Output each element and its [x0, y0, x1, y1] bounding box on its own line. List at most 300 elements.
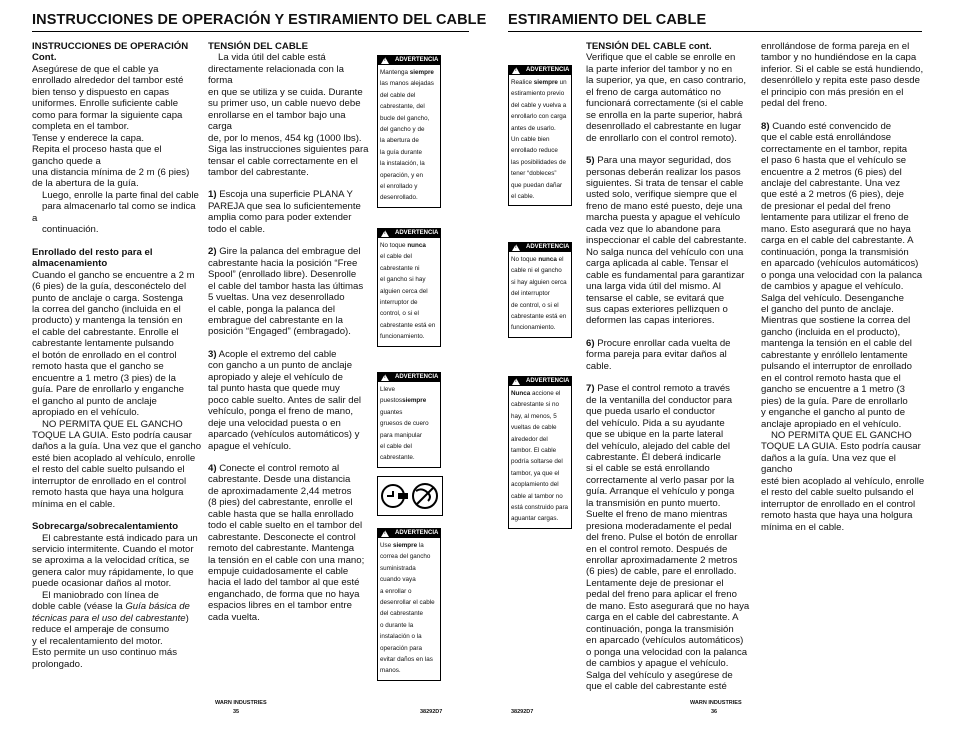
warning-triangle-icon — [381, 530, 389, 537]
warning-line — [380, 620, 438, 631]
warning-label: ADVERTENCIA — [526, 378, 570, 384]
text-line: en aparcado (vehículos automáticos) — [586, 635, 744, 647]
warning-triangle-icon — [381, 230, 389, 237]
warning-line — [511, 513, 569, 524]
warning-line — [511, 88, 569, 99]
step-first-line — [208, 349, 370, 360]
text-line: tensarse el cable, se evitará que — [586, 292, 725, 304]
step-5 — [586, 155, 752, 327]
text-line: cabrestante y enróllelo lentamente — [761, 349, 908, 361]
text-line: esté bien acoplado al vehículo, enrolle — [761, 475, 925, 487]
warning-text: el cable del — [380, 253, 412, 261]
warning-text: el cable. — [511, 193, 535, 201]
warning-line — [380, 192, 438, 203]
text-line: el resto del cable suelto pulsando el — [761, 487, 914, 499]
warning-line — [511, 145, 569, 156]
text-line: tambor y no hundiéndose en la capa — [761, 52, 917, 64]
step-number: 3) — [208, 348, 217, 360]
text-line: freno de mano esté puesto, deje una — [586, 200, 743, 212]
text-line: personas deberán realizar los pasos — [586, 166, 741, 178]
footer-right-code: 38292D7 — [511, 709, 534, 715]
warning-text: No toque — [380, 242, 408, 249]
text-line: de, por lo menos, 454 kg (1000 lbs). — [208, 132, 362, 144]
text-line: encuentre a 1 metro (3 pies) de la — [32, 372, 176, 384]
text-line: enrollarse en el tambor bajo una carga — [208, 109, 346, 133]
text-line: completa en el tambor. — [32, 121, 130, 133]
warning-box-strap — [377, 528, 441, 681]
warning-triangle-icon — [512, 244, 520, 251]
warning-box-no-touch — [377, 228, 441, 347]
text-line: Asegúrese de que el cable ya — [32, 63, 159, 75]
warning-line — [380, 430, 438, 441]
text-line: en que se utiliza y se cuida. Durante — [208, 86, 363, 98]
text-line: forma pareja para evitar daños al — [586, 349, 727, 361]
text-line: desenrollado el cabrestante en lugar — [586, 121, 742, 133]
text-line: de presionar el pedal del freno — [761, 200, 891, 212]
footer-left-code: 38292D7 — [420, 709, 443, 715]
text-line: mano. Esto asegurará que no haya — [761, 223, 911, 235]
warning-text: Realice — [511, 79, 534, 86]
column-final-steps — [761, 41, 927, 533]
step-first-line — [208, 189, 370, 200]
warning-label: ADVERTENCIA — [526, 67, 570, 73]
text-line: pedal del freno para aplicar el freno — [586, 589, 737, 601]
column-tension-cont — [586, 41, 752, 692]
warning-line — [380, 586, 438, 597]
step-text: Acople el extremo del cable — [216, 348, 337, 360]
text-line: de la abertura de la guía. — [32, 178, 139, 190]
text-line: de la ventanilla del conductor para — [586, 394, 733, 406]
text-line: mínima en el cable. — [32, 498, 116, 510]
text-line: (6 pies) de cable, pare el enrollado. — [586, 566, 737, 578]
warning-line — [511, 111, 569, 122]
text-line: enrollado alrededor del tambor esté — [32, 75, 184, 87]
warning-box-five-wraps — [508, 376, 572, 529]
text-line: Verifique que el cable se enrolle en — [586, 52, 736, 64]
text-line: que el cable del cabrestante esté — [586, 681, 727, 693]
text-line: enganchado, de forma que no haya — [208, 588, 360, 600]
text-line: y enganche el gancho al punto de — [761, 407, 906, 419]
text-line: pulsando el interruptor de enrollado — [761, 361, 912, 373]
warning-text: tambor. El cable — [511, 447, 557, 455]
text-line: cabrestante. Él deberá indicarle — [586, 451, 721, 463]
text-line: La vida útil del cable está — [218, 52, 326, 64]
text-line: apropiado y aleje el vehículo de — [208, 371, 343, 383]
warning-text: cabrestante está en — [511, 313, 567, 321]
warning-text: del cable y vuelva a — [511, 101, 567, 109]
warning-line — [380, 240, 438, 251]
warning-label: ADVERTENCIA — [395, 57, 439, 63]
warning-text: un — [557, 79, 567, 86]
warning-line — [380, 297, 438, 308]
paragraph-verify — [586, 52, 752, 144]
text-line: del vehículo. Pida a su ayudante — [586, 417, 725, 429]
warning-line — [380, 418, 438, 429]
warning-text: cable ni el gancho — [511, 267, 562, 275]
warning-text: correa del gancho — [380, 553, 431, 561]
text-line: encuentre a 2 metros (6 pies) del — [761, 166, 902, 178]
text-line: el gancho del punto de anclaje. — [761, 303, 894, 315]
text-line: se aproxima a la velocidad crítica, se — [32, 555, 190, 567]
guide-title-a: Guía básica de — [125, 601, 190, 613]
warning-line — [511, 191, 569, 202]
text-line: carga en el cable del cabrestante. A — [761, 235, 914, 247]
paragraph-no-touch-2 — [761, 430, 927, 533]
warning-line — [380, 441, 438, 452]
warning-text: para manipular — [380, 431, 423, 439]
text-line: daños a la guía. Una vez que el gancho — [761, 452, 896, 476]
text-line: mínima en el cable. — [761, 521, 845, 533]
warning-text: el — [556, 256, 564, 263]
heading-operation: INSTRUCCIONES DE OPERACIÓN — [32, 41, 189, 52]
warning-box-gloves — [377, 372, 441, 468]
paragraph-cable-life — [208, 52, 370, 178]
text-line: la correa del gancho (incluida en el — [32, 303, 181, 315]
warning-text: el gancho si hay — [380, 276, 426, 284]
warning-line — [380, 113, 438, 124]
warning-text: estiramiento previo — [511, 90, 565, 98]
text-line: todo el cable suelto en el tambor del — [208, 520, 363, 532]
warning-text: el enrollado y — [380, 183, 418, 191]
text-line: correctamente en el tambor, repita — [761, 143, 908, 155]
text-line: enrollar aproximadamente 2 metros — [586, 555, 738, 567]
warning-line — [511, 388, 569, 399]
warning-box-no-touch-2 — [508, 242, 572, 338]
warning-text: operación para — [380, 644, 423, 652]
warning-emphasis: siempre — [533, 79, 558, 86]
text-line: de aproximadamente 2,44 metros — [208, 485, 352, 497]
footer-left-page: 35 — [233, 709, 240, 715]
warning-text: del interruptor — [511, 290, 550, 298]
text-line: remoto hasta que haya una holgura — [32, 487, 184, 499]
text-line: cabrestante. Desde una distancia — [208, 474, 351, 486]
step-text: Gire la palanca del embrague del — [216, 246, 361, 258]
warning-text: la instalación, la — [380, 160, 425, 168]
warning-text: a enrollar o — [380, 587, 412, 595]
paragraph-winding-even — [761, 41, 927, 110]
step-number: 4) — [208, 462, 217, 474]
warning-line — [511, 100, 569, 111]
text-line: de cambios y apague el vehículo. — [761, 281, 904, 293]
warning-line — [511, 288, 569, 299]
text-line: pedal del freno. — [761, 98, 828, 110]
text-line: tambor del cabrestante. — [208, 166, 309, 178]
text-line: PAREJA que sea lo suficientemente — [208, 200, 361, 212]
warning-text: acoplamiento del — [511, 481, 559, 489]
warning-line — [380, 654, 438, 665]
step-number: 2) — [208, 246, 217, 258]
warning-text: Lleve puestos — [380, 386, 403, 405]
text-line: marcha puesta y apague el vehículo — [586, 212, 741, 224]
warning-text-hands — [378, 65, 440, 207]
warning-text: funcionamiento. — [511, 324, 556, 332]
step-number: 8) — [761, 120, 770, 132]
warning-triangle-icon — [381, 57, 389, 64]
warning-text: funcionamiento. — [380, 333, 425, 341]
left-page-header: INSTRUCCIONES DE OPERACIÓN Y ESTIRAMIENTO DEL CABLE — [32, 12, 487, 28]
warning-text: desenrollado. — [380, 194, 418, 202]
text-line: la transmisión en punto muerto. — [586, 497, 721, 509]
warning-text: cabrestante, del — [380, 103, 425, 111]
text-line: Tense y enderece la capa. — [32, 132, 144, 144]
text-line: reduce el amperaje de consumo — [32, 624, 170, 636]
text-line: deformen las capas interiores. — [586, 315, 715, 327]
text-line: el cable del tambor hasta las últimas — [208, 280, 364, 292]
text-line: se enrolla en la parte superior, habrá — [586, 109, 743, 121]
text-line: que esté a 2 metros (6 pies), deje — [761, 189, 904, 201]
text-line: daños a la guía. Una vez que el gancho — [32, 441, 202, 453]
warning-line — [380, 90, 438, 101]
warning-line — [380, 181, 438, 192]
paragraph-intermittent — [32, 533, 202, 590]
text-line: anclaje del cabrestante. Una vez — [761, 177, 901, 189]
step-text: Conecte el control remoto al — [216, 462, 340, 474]
warning-line — [380, 158, 438, 169]
step-text: Procure enrollar cada vuelta de — [594, 337, 731, 349]
text-line: o ponga una velocidad con la palanca — [586, 646, 748, 658]
warning-line — [380, 597, 438, 608]
text-line: su primer uso, un cable nuevo debe — [208, 98, 361, 110]
warning-line — [380, 170, 438, 181]
text-line: Mientras que sostiene la correa del — [761, 315, 911, 327]
text-line: o ponga una velocidad con la palanca — [761, 269, 923, 281]
text-line: guía. Arranque el vehículo y ponga — [586, 486, 735, 498]
text-line: cada vuelta. — [208, 611, 260, 623]
text-line: cable es fundamental para garantizar — [586, 269, 745, 281]
warning-text: Un cable bien — [511, 136, 550, 144]
warning-text: la abertura de — [380, 137, 419, 145]
warning-emphasis: nunca — [538, 256, 557, 263]
warning-line — [380, 452, 438, 463]
step-first-line — [761, 121, 927, 132]
text-line: presiona moderadamente el pedal — [586, 520, 732, 532]
warning-line — [511, 468, 569, 479]
warning-line — [380, 631, 438, 642]
text-line: desenróllelo y repita este paso desde — [761, 75, 920, 87]
warning-text: cabrestante ni — [380, 264, 420, 272]
warning-text: las manos alejadas — [380, 80, 434, 88]
text-line: deje una velocidad puesta o en — [208, 417, 341, 429]
paragraph-no-touch — [32, 419, 202, 511]
warning-line — [511, 77, 569, 88]
paragraph-double-line: El maniobrado con línea de — [42, 589, 159, 601]
warning-text-five-wraps — [509, 386, 571, 528]
text-line: como para formar la siguiente capa — [32, 109, 183, 121]
warning-text: la — [417, 542, 424, 549]
warning-line — [511, 277, 569, 288]
warning-line — [511, 445, 569, 456]
text-line: genera calor muy rápidamente, lo que — [32, 566, 194, 578]
warning-line — [380, 540, 438, 551]
warning-text: enrollado reduce — [511, 147, 558, 155]
warning-text: de control, o si el — [511, 301, 559, 309]
text-line: lentamente para utilizar el freno de — [761, 212, 909, 224]
warning-line — [380, 608, 438, 619]
text-line: continuación. — [42, 224, 99, 236]
warning-text: del cable del — [380, 91, 416, 99]
text-line: No salga nunca del vehículo con una — [586, 246, 744, 258]
heading-rewind-b: almacenamiento — [32, 258, 108, 270]
warning-emphasis: Nunca — [511, 390, 531, 397]
text-line: apropiado en el vehículo. — [32, 407, 140, 419]
warning-line — [380, 551, 438, 562]
warning-emphasis: siempre — [402, 397, 427, 405]
heading-rewind-a: Enrollado del resto para el — [32, 246, 153, 258]
step-8 — [761, 121, 927, 430]
warning-text: instalación o la — [380, 633, 422, 641]
warning-triangle-icon — [381, 374, 389, 381]
text-line: puede ocasionar daños al motor. — [32, 578, 172, 590]
warning-text: del cabrestante — [380, 610, 424, 618]
text-line: la superior, ya que, en caso contrario, — [586, 75, 746, 87]
text-line: gancho se encuentre a 1 metro (3 — [761, 384, 905, 396]
warning-line — [380, 78, 438, 89]
warning-line — [511, 434, 569, 445]
text-line: prolongado. — [32, 658, 83, 670]
text-line: correctamente al verlo pasar por la — [586, 474, 735, 486]
text-line: siguientes. Si trata de tensar el cable — [586, 177, 744, 189]
warning-text: o durante la — [380, 621, 414, 629]
text-line: hacia el lado del tambor al que esté — [208, 577, 360, 589]
warning-text: alguien cerca del — [380, 287, 428, 295]
warning-line — [380, 665, 438, 676]
step-number: 7) — [586, 383, 595, 395]
text-line: espacios libres en el tambor entre — [208, 600, 352, 612]
warning-text: guantes — [380, 408, 403, 416]
text-line: Cuando el gancho se encuentre a 2 m — [32, 269, 195, 281]
heading-cont: Cont. — [32, 52, 57, 64]
text-line: empuje cuidadosamente el cable — [208, 566, 349, 578]
step-7 — [586, 383, 752, 692]
text-line: en el control remoto. Después de — [586, 543, 728, 555]
paragraph-store — [32, 190, 202, 236]
text-line: que el cable está enrollándose — [761, 132, 892, 144]
warning-text: si hay alguien cerca — [511, 278, 567, 286]
text-line: una larga vida útil del mismo. Al — [586, 281, 721, 293]
text-line: (6 pies) de la guía, desconéctelo del — [32, 281, 187, 293]
warning-box-hands — [377, 55, 441, 208]
text-line: usted solo, verifique siempre que el — [586, 189, 737, 201]
text-line: remoto del cabrestante. Mantenga — [208, 543, 355, 555]
text-line: si el cable se está enrollando — [586, 463, 710, 475]
warning-line — [511, 322, 569, 333]
step-3 — [208, 349, 370, 452]
text-line: punto de anclaje o carga. Sostenga — [32, 292, 183, 304]
warning-text: gruesos de cuero — [380, 420, 429, 428]
text-line: el freno de carga automático no — [586, 86, 721, 98]
text-line: vehículo, ponga el freno de mano, — [208, 406, 354, 418]
hook-strap-pictogram — [377, 476, 443, 516]
text-line: TOQUE LA GUIA. Esto podría causar — [761, 441, 921, 453]
text-line: uniformes. Enrolle suficiente cable — [32, 98, 179, 110]
warning-text-strap — [378, 538, 440, 680]
warning-line — [380, 263, 438, 274]
heading-tension: TENSIÓN DEL CABLE — [208, 41, 309, 52]
warning-text: No toque — [511, 256, 539, 263]
text-line: que pueda usarlo el conductor — [586, 406, 716, 418]
warning-text: del gancho y de — [380, 126, 425, 134]
text-line: 5 vueltas. Una vez desenrollado — [208, 292, 345, 304]
warning-line — [511, 399, 569, 410]
text-line: del freno. Pulse el botón de enrollar — [586, 532, 738, 544]
text-line: amplia como para poder extender — [208, 212, 352, 224]
text-line: poco cable suelto. Antes de salir del — [208, 394, 362, 406]
warning-label: ADVERTENCIA — [395, 374, 439, 380]
warning-text-prestretch — [509, 75, 571, 205]
warning-line — [380, 574, 438, 585]
text-line: esté bien acoplado al vehículo, enrolle — [32, 452, 196, 464]
warning-line — [511, 422, 569, 433]
warning-line — [380, 101, 438, 112]
column-operation — [32, 41, 202, 670]
hand-hook-icon — [378, 477, 442, 515]
text-line: de cambios y apague el vehículo. — [586, 658, 729, 670]
warning-line — [380, 331, 438, 342]
warning-emphasis: nunca — [407, 242, 426, 249]
text-line: TOQUE LA GUIA. Esto podría causar — [32, 429, 192, 441]
heading-tension-cont: TENSIÓN DEL CABLE cont. — [586, 41, 712, 52]
warning-text: operación, y en — [380, 171, 424, 179]
text-line: servicio intermitente. Cuando el motor — [32, 544, 194, 556]
step-number: 1) — [208, 189, 217, 201]
column-tension — [208, 41, 370, 623]
warning-text: cabrestante si no — [511, 401, 559, 409]
text-line: que se ubique en la parte lateral — [586, 429, 724, 441]
warning-line — [511, 157, 569, 168]
guide-close: ) — [185, 612, 189, 624]
text-line: Suelte el freno de mano mientras — [586, 509, 728, 521]
text-line: el botón de enrollado en el control — [32, 349, 177, 361]
warning-line — [511, 168, 569, 179]
text-line: en el control remoto hasta que el — [761, 372, 901, 384]
text-line: la tensión en el cable con una mano; — [208, 554, 365, 566]
warning-line — [511, 265, 569, 276]
warning-text: suministrada — [380, 564, 416, 572]
warning-line — [380, 124, 438, 135]
text-line: cabrestante lentamente pulsando — [32, 338, 174, 350]
text-line: con gancho a un punto de anclaje — [208, 360, 353, 372]
text-line: aparcado (vehículos automáticos) y — [208, 429, 360, 441]
warning-line — [380, 563, 438, 574]
warning-line — [511, 479, 569, 490]
text-line: guía. Pare de enrollarlo y enganche — [32, 384, 185, 396]
text-line: en aparcado (vehículos automáticos) — [761, 258, 919, 270]
right-header-rule — [508, 31, 922, 32]
step-first-line — [586, 338, 752, 349]
warning-line — [511, 502, 569, 513]
text-line: Salga del vehículo y asegúrese de — [586, 669, 733, 681]
warning-text: evitar daños en las — [380, 656, 433, 664]
footer-right-page: 36 — [711, 709, 718, 715]
text-line: remoto hasta que haya una holgura — [761, 510, 913, 522]
text-line: el principio con más presión en el — [761, 86, 904, 98]
warning-text: Mantenga — [380, 69, 410, 76]
text-line: Luego, enrolle la parte final del cable — [42, 189, 199, 201]
warning-text: está construido para — [511, 504, 569, 512]
text-line: Lentamente deje de presionar el — [586, 577, 724, 589]
text-line: interruptor de enrollado en el control — [761, 498, 916, 510]
warning-text: vueltas de cable — [511, 424, 557, 432]
text-line: inferior. Si el cable se está hundiendo, — [761, 63, 924, 75]
warning-text: Use — [380, 542, 393, 549]
warning-line — [380, 251, 438, 262]
text-line: cabrestante hacia la posición “Free — [208, 257, 358, 269]
text-line: directamente relacionada con la forma — [208, 63, 344, 87]
text-line: enrollándose de forma pareja en el — [761, 41, 910, 52]
text-line: NO PERMITA QUE EL GANCHO — [42, 418, 183, 430]
paragraph-double-line-c — [32, 613, 202, 624]
step-text: Para una mayor seguridad, dos — [594, 155, 732, 167]
